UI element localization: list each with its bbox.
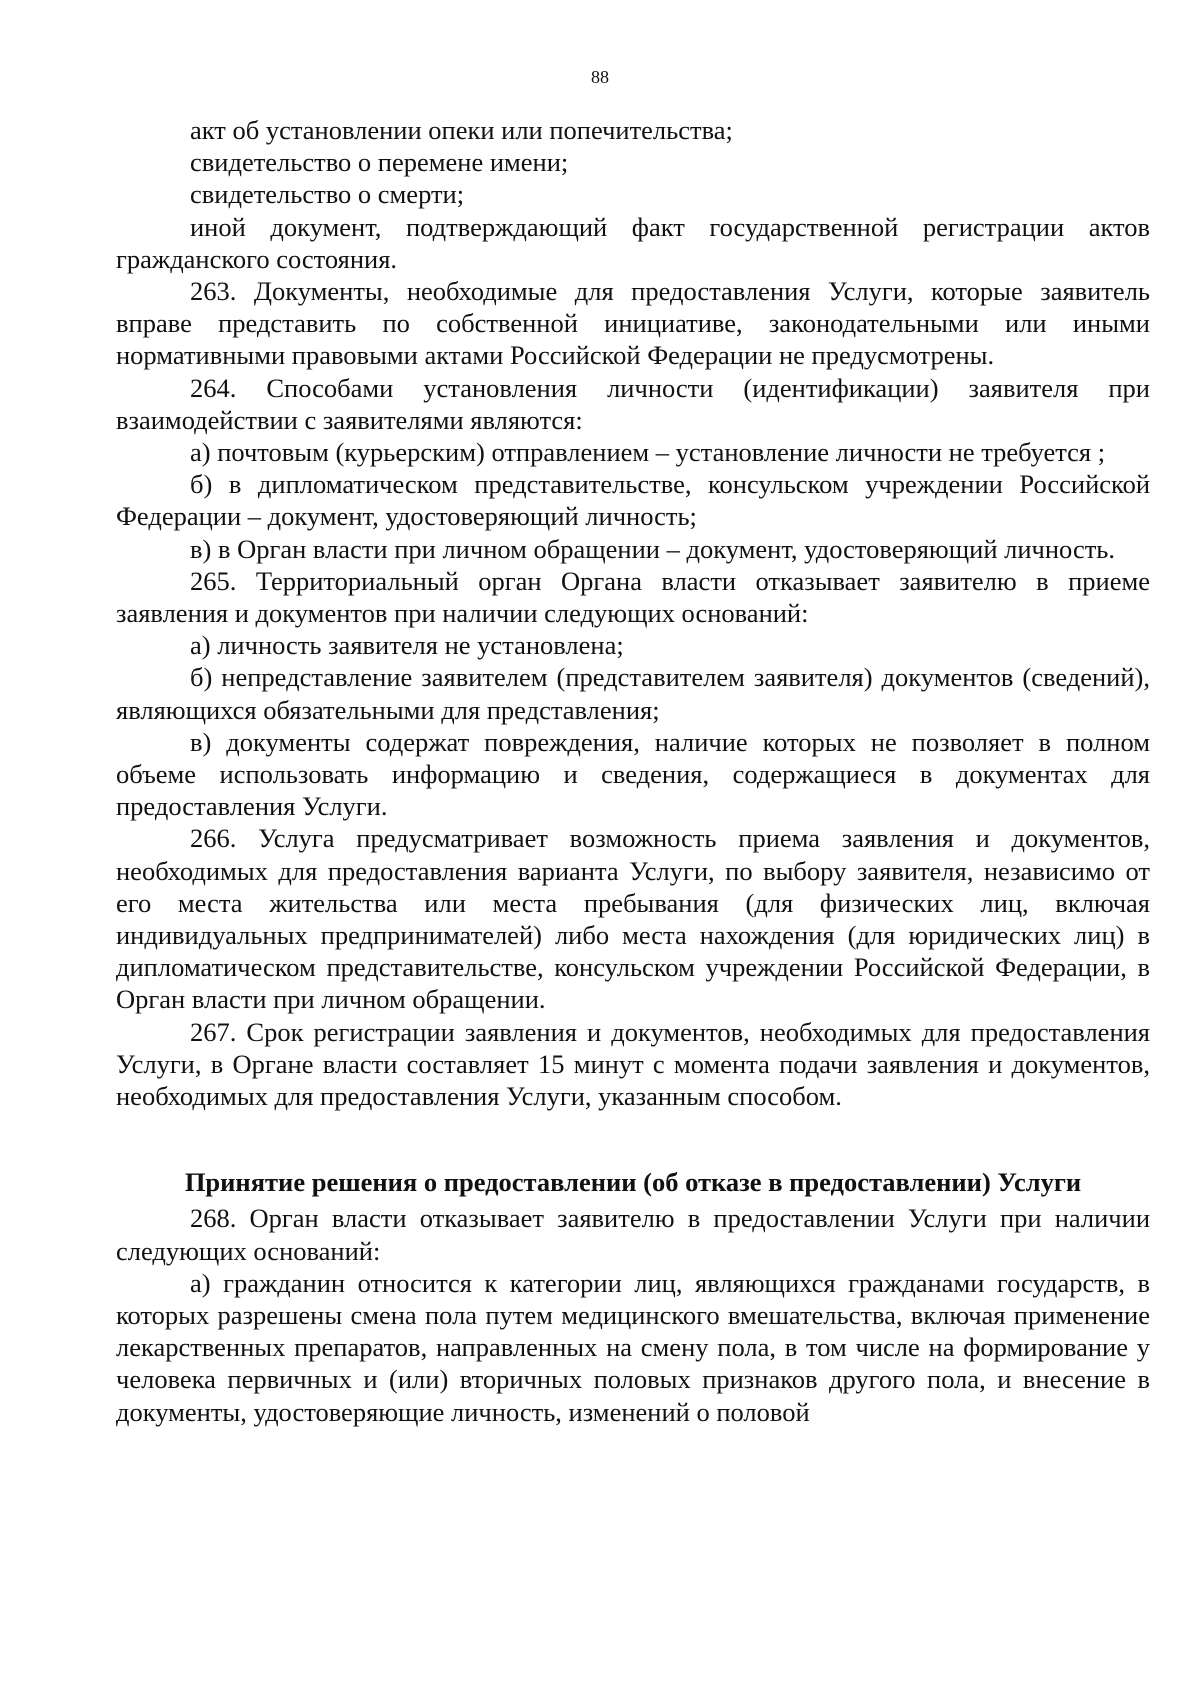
section-heading: Принятие решения о предоставлении (об отказе в предоставлении) Услуги <box>184 1167 1082 1198</box>
paragraph-name-change-certificate: свидетельство о перемене имени; <box>190 147 569 178</box>
paragraph-265: 265. Территориальный орган Органа власти отказывает заявителю в приеме заявления и документов при наличии следующих оснований: <box>116 565 1150 629</box>
paragraph-268: 268. Орган власти отказывает заявителю в предоставлении Услуги при наличии следующих оснований: <box>116 1203 1150 1266</box>
paragraph-guardianship-act: акт об установлении опеки или попечительства; <box>190 115 733 145</box>
page-number: 88 <box>591 67 609 87</box>
paragraph-264-v: в) в Орган власти при личном обращении – документ, удостоверяющий личность. <box>190 533 1116 564</box>
paragraph-265-b: б) непредставление заявителем (представителем заявителя) документов (сведений), являющихся обязательными для представления; <box>116 662 1150 725</box>
paragraph-264-a: а) почтовым (курьерским) отправлением – установление личности не требуется ; <box>190 437 1106 468</box>
paragraph-264: 264. Способами установления личности (идентификации) заявителя при взаимодействии с заявителями являются: <box>116 372 1150 435</box>
paragraph-263: 263. Документы, необходимые для предоставления Услуги, которые заявитель вправе представить по собственной инициативе, законодательными или иными нормативными правовыми актами Российской Федерации не предусмотрены. <box>116 276 1150 371</box>
paragraph-death-certificate: свидетельство о смерти; <box>190 179 465 210</box>
paragraph-268-a: а) гражданин относится к категории лиц, являющихся гражданами государств, в которых разрешены смена пола путем медицинского вмешательства, включая применение лекарственных препаратов, направленных на смену пола, в том числе на формирование у человека первичных и (или) вторичных половых признаков другого пола, и внесение в документы, удостоверяющие личность, изменений о половой <box>116 1267 1150 1427</box>
paragraph-other-document: иной документ, подтверждающий факт государственной регистрации актов гражданского состояния. <box>116 211 1150 274</box>
paragraph-267: 267. Срок регистрации заявления и документов, необходимых для предоставления Услуги, в Органе власти составляет 15 минут с момента подачи заявления и документов, необходимых для предоставления Услуги, указанным способом. <box>116 1016 1150 1112</box>
paragraph-264-b: б) в дипломатическом представительстве, консульском учреждении Российской Федерации – документ, удостоверяющий личность; <box>116 469 1150 532</box>
paragraph-265-a: а) личность заявителя не установлена; <box>190 630 624 661</box>
paragraph-265-v: в) документы содержат повреждения, наличие которых не позволяет в полном объеме использовать информацию и сведения, содержащиеся в документах для предоставления Услуги. <box>116 726 1150 822</box>
paragraph-266: 266. Услуга предусматривает возможность приема заявления и документов, необходимых для предоставления варианта Услуги, по выбору заявителя, независимо от его места жительства или места пребывания (для физических лиц, включая индивидуальных предпринимателей) либо места нахождения (для юридических лиц) в дипломатическом представительстве, консульском учреждении Российской Федерации, в Орган власти при личном обращении. <box>116 823 1150 1015</box>
document-body <box>116 114 1150 1428</box>
